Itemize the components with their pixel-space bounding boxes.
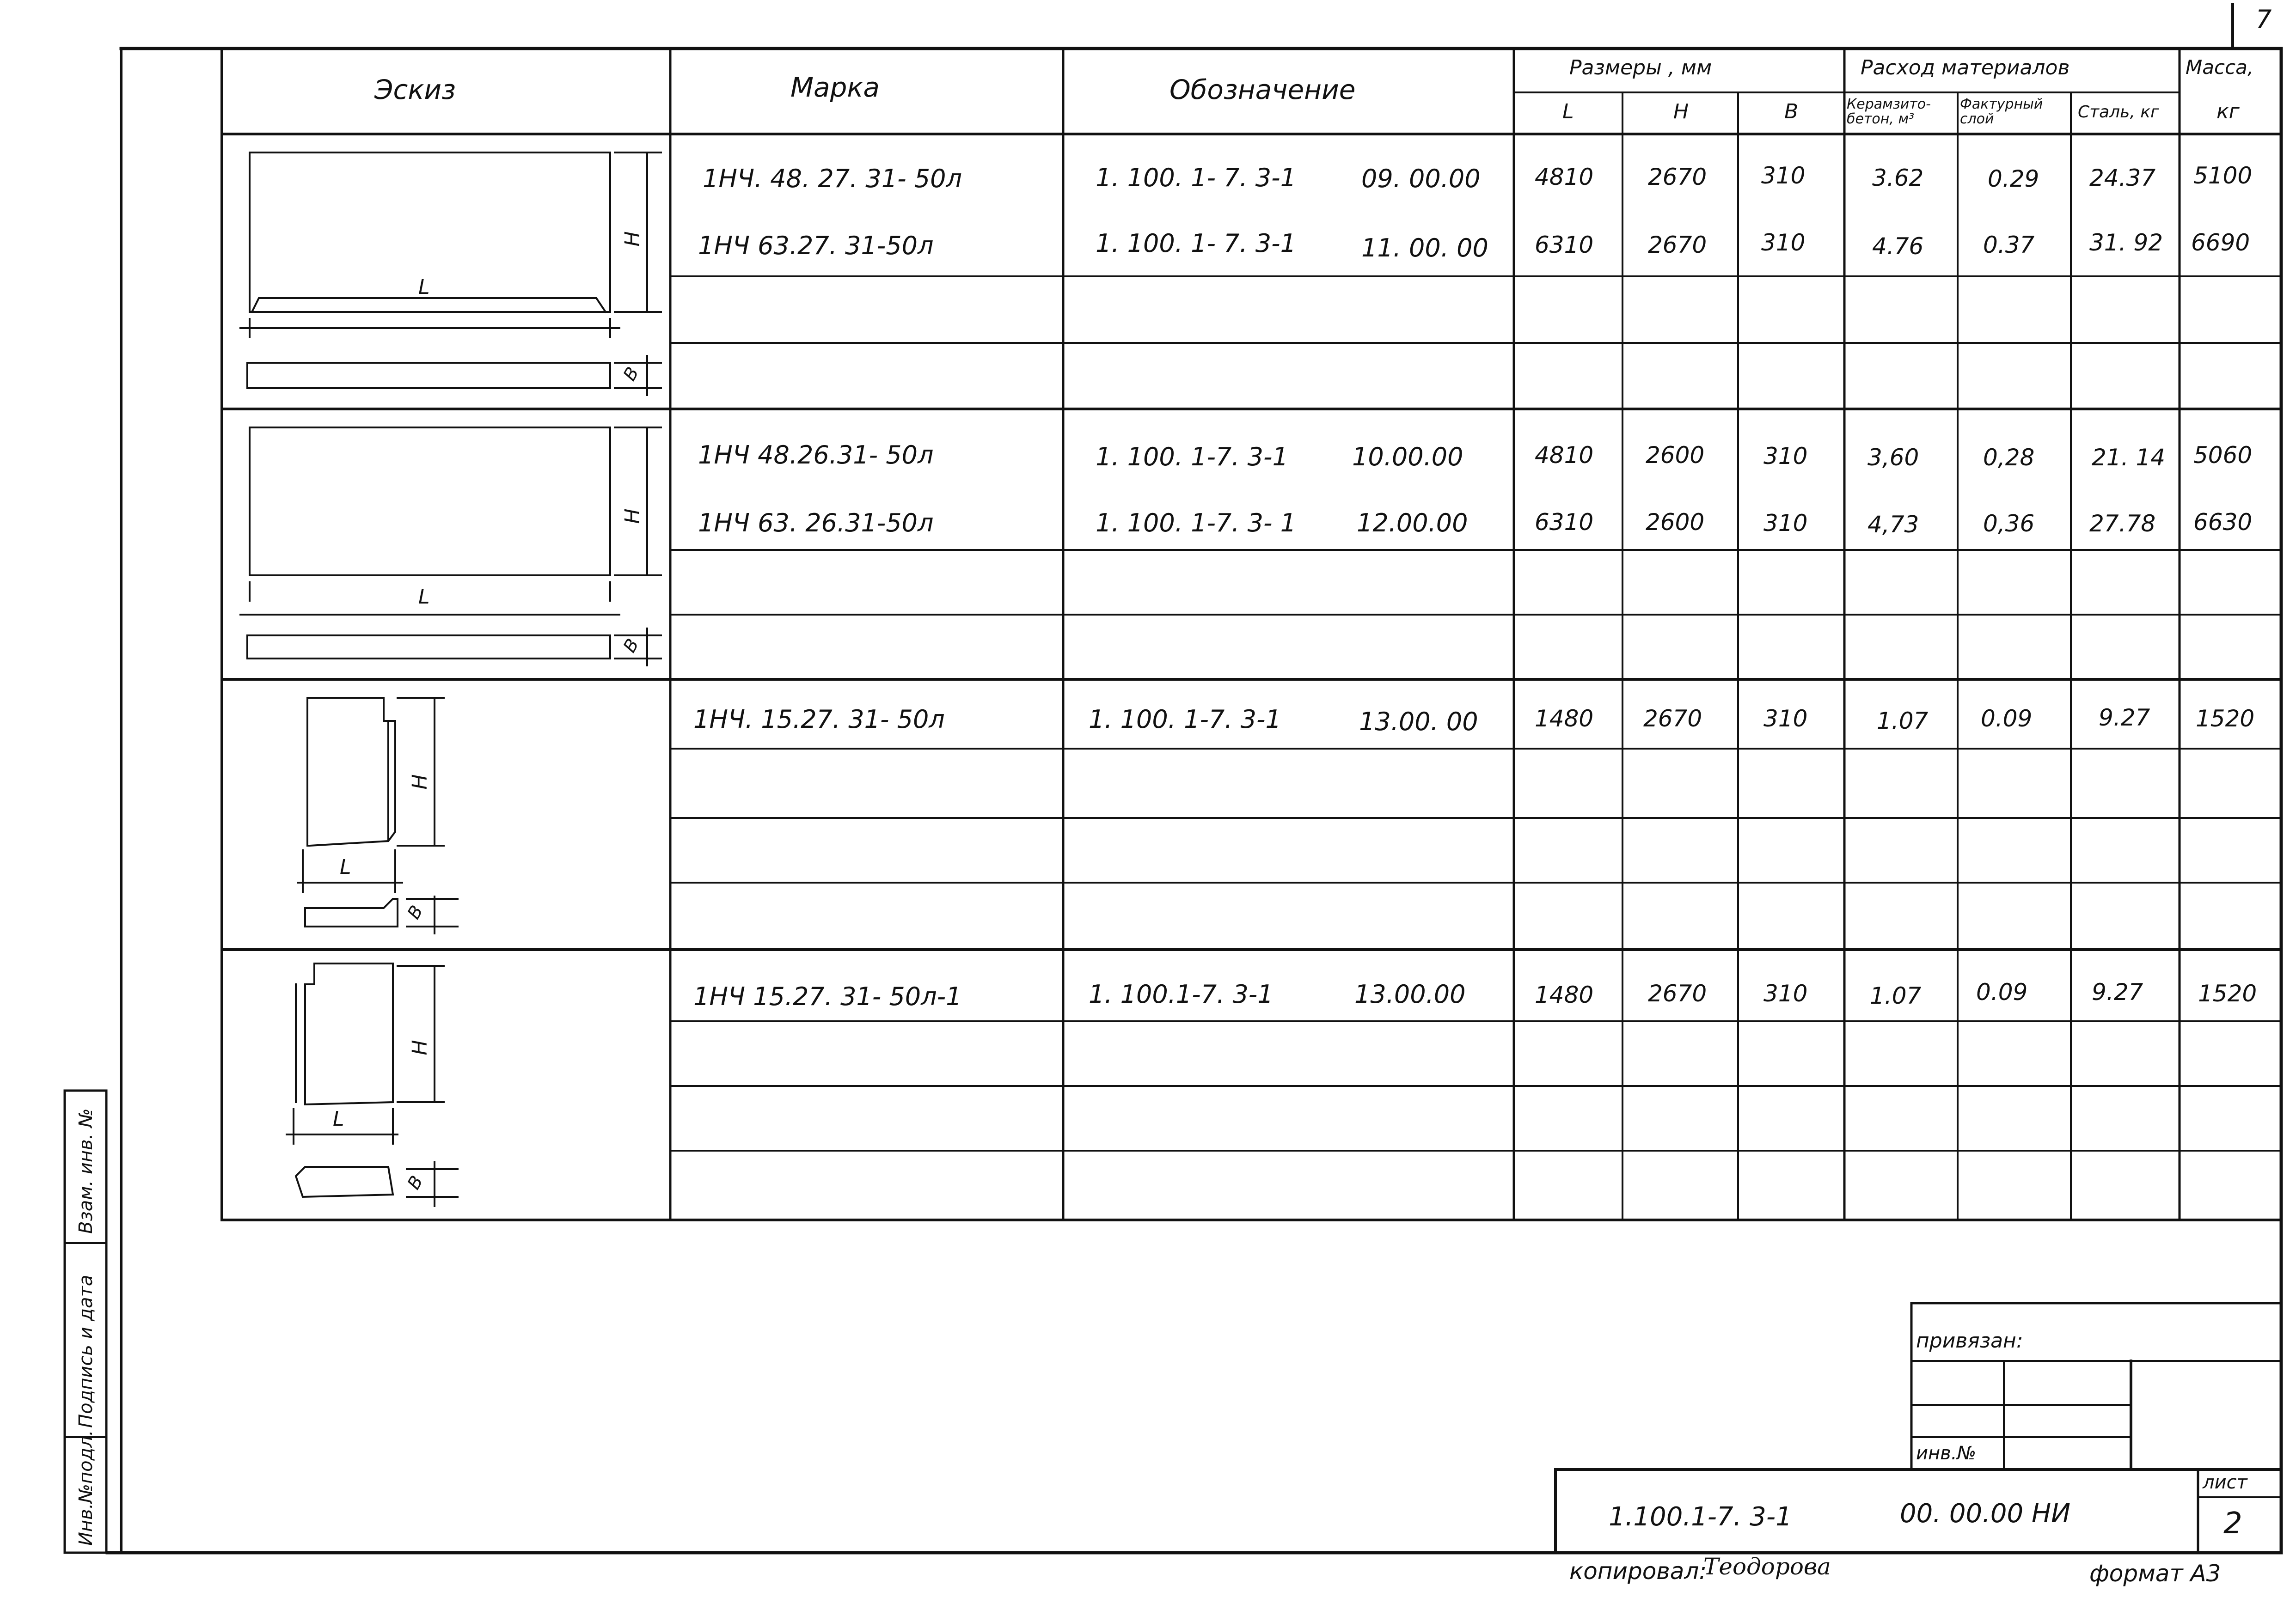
stamp-sheet-label: лист xyxy=(2203,1472,2247,1493)
cell-concrete: 4,73 xyxy=(1867,511,1919,538)
cell-h: 2600 xyxy=(1646,442,1705,469)
cell-designation-code: 13.00. 00 xyxy=(1359,707,1478,736)
stamp-format: формат А3 xyxy=(2089,1560,2221,1587)
cell-b: 310 xyxy=(1761,229,1806,256)
cell-facing: 0.09 xyxy=(1976,979,2028,1006)
cell-mass: 5100 xyxy=(2193,162,2253,189)
header-designation: Обозначение xyxy=(1169,74,1356,105)
cell-l: 6310 xyxy=(1535,232,1594,258)
sketch-1-label-h: H xyxy=(620,231,644,247)
sketch-panel-4 xyxy=(287,964,458,1206)
cell-designation-code: 09. 00.00 xyxy=(1361,164,1481,193)
cell-b: 310 xyxy=(1763,443,1808,470)
sketch-panel-2 xyxy=(240,427,661,665)
cell-b: 310 xyxy=(1763,980,1808,1007)
sketch-2-label-h: H xyxy=(620,508,644,524)
cell-steel: 9.27 xyxy=(2099,704,2150,731)
side-stamp-inv: Инв.№подл. xyxy=(75,1430,97,1546)
cell-l: 1480 xyxy=(1535,705,1594,732)
cell-steel: 27.78 xyxy=(2089,510,2156,537)
cell-h: 2670 xyxy=(1648,164,1707,190)
cell-designation: 1. 100. 1-7. 3-1 xyxy=(1089,705,1281,734)
cell-mass: 1520 xyxy=(2198,980,2257,1007)
cell-facing: 0.29 xyxy=(1988,165,2039,192)
cell-facing: 0.37 xyxy=(1983,232,2035,258)
cell-designation: 1. 100. 1-7. 3- 1 xyxy=(1096,508,1296,537)
stamp-inv-no: инв.№ xyxy=(1916,1443,1977,1464)
cell-mass: 6690 xyxy=(2191,229,2250,256)
sketch-panel-3 xyxy=(298,698,458,933)
header-materials: Расход материалов xyxy=(1861,56,2070,79)
cell-concrete: 3.62 xyxy=(1872,165,1924,191)
header-dimensions: Размеры , мм xyxy=(1569,56,1712,79)
cell-l: 4810 xyxy=(1535,164,1594,190)
cell-designation-code: 10.00.00 xyxy=(1352,442,1463,471)
cell-mark: 1НЧ 63. 26.31-50л xyxy=(698,508,934,537)
cell-steel: 21. 14 xyxy=(2092,444,2166,471)
cell-mass: 5060 xyxy=(2193,442,2253,469)
sketch-2-label-l: L xyxy=(418,585,430,609)
sketch-4-label-l: L xyxy=(333,1107,344,1131)
cell-designation-code: 13.00.00 xyxy=(1354,980,1466,1009)
cell-steel: 24.37 xyxy=(2089,165,2156,191)
cell-b: 310 xyxy=(1763,705,1808,732)
cell-facing: 0,28 xyxy=(1983,444,2035,471)
cell-h: 2670 xyxy=(1648,980,1707,1007)
cell-mass: 1520 xyxy=(2196,705,2255,732)
stamp-privyazan: привязан: xyxy=(1916,1329,2023,1353)
cell-designation-code: 11. 00. 00 xyxy=(1361,233,1488,262)
stamp-copied: копировал: xyxy=(1569,1558,1707,1585)
header-dim-b: B xyxy=(1784,100,1799,123)
cell-designation: 1. 100. 1-7. 3-1 xyxy=(1096,442,1288,471)
cell-mark: 1НЧ 15.27. 31- 50л-1 xyxy=(693,982,962,1011)
sketch-panel-1 xyxy=(240,152,661,395)
cell-l: 4810 xyxy=(1535,442,1594,469)
header-mat-steel: Сталь, кг xyxy=(2078,103,2159,122)
header-sketch: Эскиз xyxy=(374,74,456,105)
sketch-1-label-b: B xyxy=(619,363,643,384)
cell-steel: 31. 92 xyxy=(2089,229,2163,256)
cell-facing: 0.09 xyxy=(1981,705,2033,732)
stamp-code-suffix: 00. 00.00 НИ xyxy=(1900,1499,2070,1529)
header-dim-h: H xyxy=(1673,100,1689,123)
cell-designation: 1. 100. 1- 7. 3-1 xyxy=(1096,163,1296,192)
stamp-code: 1.100.1-7. 3-1 xyxy=(1609,1502,1792,1532)
cell-b: 310 xyxy=(1763,510,1808,537)
cell-h: 2670 xyxy=(1643,705,1702,732)
cell-mark: 1НЧ 48.26.31- 50л xyxy=(698,440,934,470)
header-mass-unit: кг xyxy=(2216,100,2240,123)
cell-steel: 9.27 xyxy=(2092,979,2143,1006)
cell-designation-code: 12.00.00 xyxy=(1357,508,1468,537)
cell-h: 2600 xyxy=(1646,509,1705,536)
cell-mark: 1НЧ. 15.27. 31- 50л xyxy=(693,705,945,734)
cell-l: 1480 xyxy=(1535,982,1594,1008)
cell-b: 310 xyxy=(1761,162,1806,189)
side-stamp-vzam: Взам. инв. № xyxy=(75,1108,97,1234)
cell-mark: 1НЧ. 48. 27. 31- 50л xyxy=(703,164,962,193)
sketch-1-label-l: L xyxy=(418,275,430,299)
sketch-4-label-b: B xyxy=(403,1172,427,1193)
side-stamp-podpis: Подпись и дата xyxy=(75,1275,97,1428)
cell-designation: 1. 100. 1- 7. 3-1 xyxy=(1096,229,1296,258)
sketch-3-label-b: B xyxy=(403,902,427,923)
stamp-sheet-number: 2 xyxy=(2223,1506,2242,1541)
cell-mass: 6630 xyxy=(2193,509,2253,536)
stamp-copier-signature: Теодорова xyxy=(1703,1553,1831,1580)
cell-concrete: 1.07 xyxy=(1877,707,1929,734)
header-dim-l: L xyxy=(1562,100,1574,123)
sketch-2-label-b: B xyxy=(619,635,643,656)
sketch-3-label-h: H xyxy=(408,774,432,790)
cell-h: 2670 xyxy=(1648,232,1707,258)
cell-concrete: 4.76 xyxy=(1872,233,1924,260)
cell-concrete: 3,60 xyxy=(1867,444,1919,471)
cell-designation: 1. 100.1-7. 3-1 xyxy=(1089,980,1274,1009)
cell-l: 6310 xyxy=(1535,509,1594,536)
cell-concrete: 1.07 xyxy=(1870,982,1922,1009)
header-mat-facing: Фактурный слой xyxy=(1960,96,2043,127)
sketch-4-label-h: H xyxy=(408,1040,432,1055)
cell-mark: 1НЧ 63.27. 31-50л xyxy=(698,231,934,260)
header-mark: Марка xyxy=(790,72,880,103)
cell-facing: 0,36 xyxy=(1983,510,2035,537)
page-number: 7 xyxy=(2256,5,2272,34)
header-mat-concrete: Керамзито-бетон, м³ xyxy=(1847,96,1931,127)
header-mass: Масса, xyxy=(2186,56,2254,79)
sketch-3-label-l: L xyxy=(340,855,351,879)
